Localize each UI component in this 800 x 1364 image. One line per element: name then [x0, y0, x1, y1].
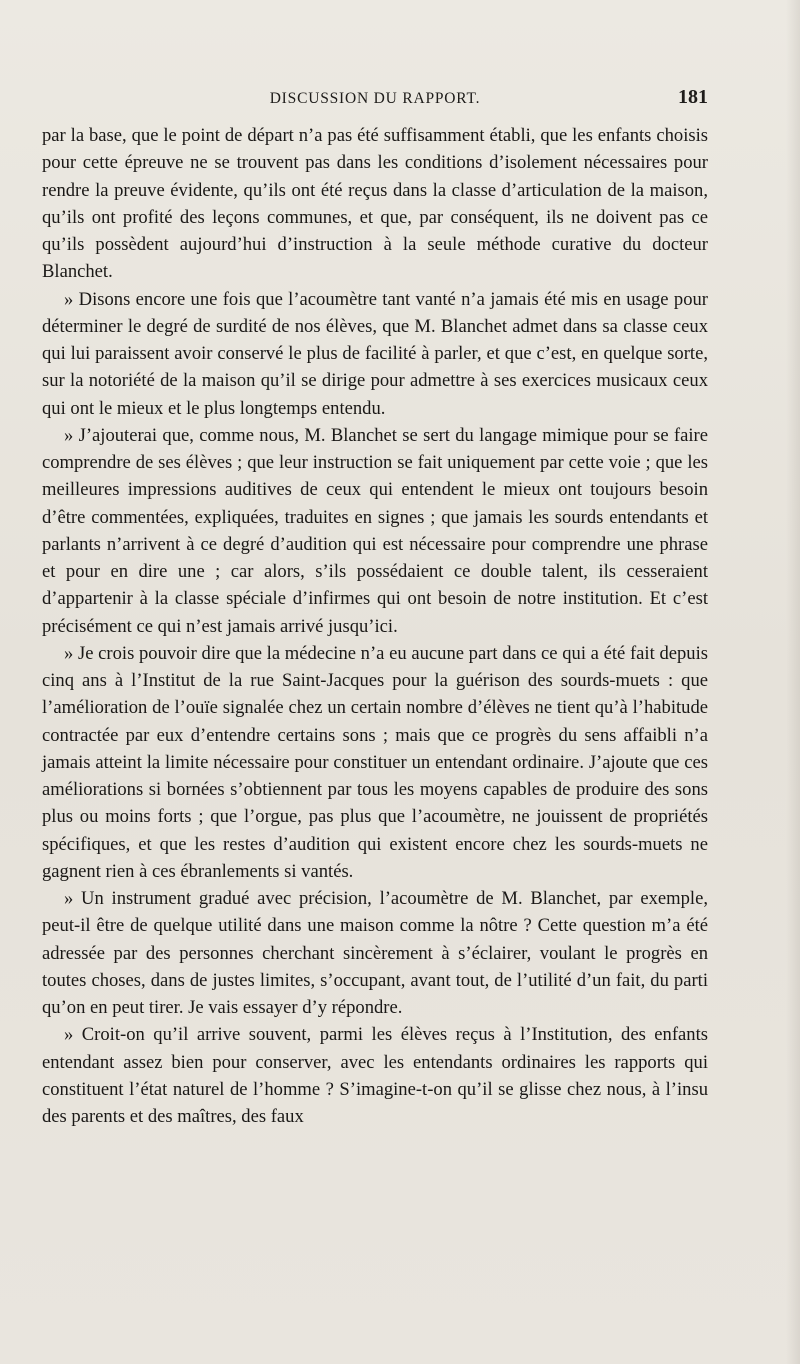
body-text — [42, 122, 708, 1130]
paragraph: » Croit-on qu’il arrive souvent, parmi les élèves reçus à l’Institution, des enfants entendant assez bien pour conserver, avec les entendants ordinaires les rapports qui constituent l’état naturel de l’homme ? S’imagine-t-on qu’il se glisse chez nous, à l’insu des parents et des maîtres, des faux — [42, 1024, 708, 1127]
page-number: 181 — [678, 86, 708, 108]
paragraph: par la base, que le point de départ n’a pas été suffisamment établi, que les enfants choisis pour cette épreuve ne se trouvent pas dans les conditions d’isolement nécessaires pour rendre la preuve évidente, qu’ils ont été reçus dans la classe d’articulation de la maison, qu’ils ont profité des leçons communes, et que, par conséquent, ils ne doivent pas ce qu’ils possèdent aujourd’hui d’instruction à la seule méthode curative du docteur Blanchet. — [42, 125, 708, 283]
paragraph: » Je crois pouvoir dire que la médecine n’a eu aucune part dans ce qui a été fait depuis cinq ans à l’Institut de la rue Saint-Jacques pour la guérison des sourds-muets : que l’amélioration de l’ouïe signalée chez un certain nombre d’élèves ne tient qu’à l’habitude contractée par eux d’entendre certains sons ; mais que ce progrès du sens affaibli n’a jamais atteint la limite nécessaire pour constituer un entendant ordinaire. J’ajoute que ces améliorations si bornées s’obtiennent par tous les moyens capables de produire des sons plus ou moins forts ; que l’orgue, pas plus que l’acoumètre, ne jouissent de propriétés spécifiques, et que les restes d’audition qui existent encore chez les sourds-muets ne gagnent rien à ces ébranlements si vantés. — [42, 642, 708, 882]
running-head: DISCUSSION DU RAPPORT. — [269, 90, 481, 107]
paragraph: » Disons encore une fois que l’acoumètre tant vanté n’a jamais été mis en usage pour déterminer le degré de surdité de nos élèves, que M. Blanchet admet dans sa classe ceux qui lui paraissent avoir conservé le plus de facilité à parler, et que c’est, en quelque sorte, sur la notoriété de la maison qu’il se dirige pour admettre à ses exercices musicaux ceux qui ont le mieux et le plus longtemps entendu. — [42, 288, 708, 419]
paragraph: » J’ajouterai que, comme nous, M. Blanchet se sert du langage mimique pour se faire comprendre de ses élèves ; que leur instruction se fait uniquement par cette voie ; que les meilleures impressions auditives de ceux qui entendent le mieux ont toujours besoin d’être commentées, expliquées, traduites en signes ; que jamais les sourds entendants et parlants n’arrivent à ce degré d’audition qui est nécessaire pour comprendre une phrase et pour en dire une ; car alors, s’ils possédaient ce double talent, ils cesseraient d’appartenir à la classe spéciale d’infirmes qui ont besoin de notre institution. Et c’est précisément ce qui n’est jamais arrivé jusqu’ici. — [42, 424, 708, 637]
page-header — [42, 86, 708, 114]
paragraph: » Un instrument gradué avec précision, l’acoumètre de M. Blanchet, par exemple, peut-il être de quelque utilité dans une maison comme la nôtre ? Cette question m’a été adressée par des personnes cherchant sincèrement à s’éclairer, voulant le progrès en toutes choses, dans de justes limites, s’occupant, avant tout, de l’utilité d’un fait, du parti qu’on en peut tirer. Je vais essayer d’y répondre. — [42, 888, 708, 1018]
